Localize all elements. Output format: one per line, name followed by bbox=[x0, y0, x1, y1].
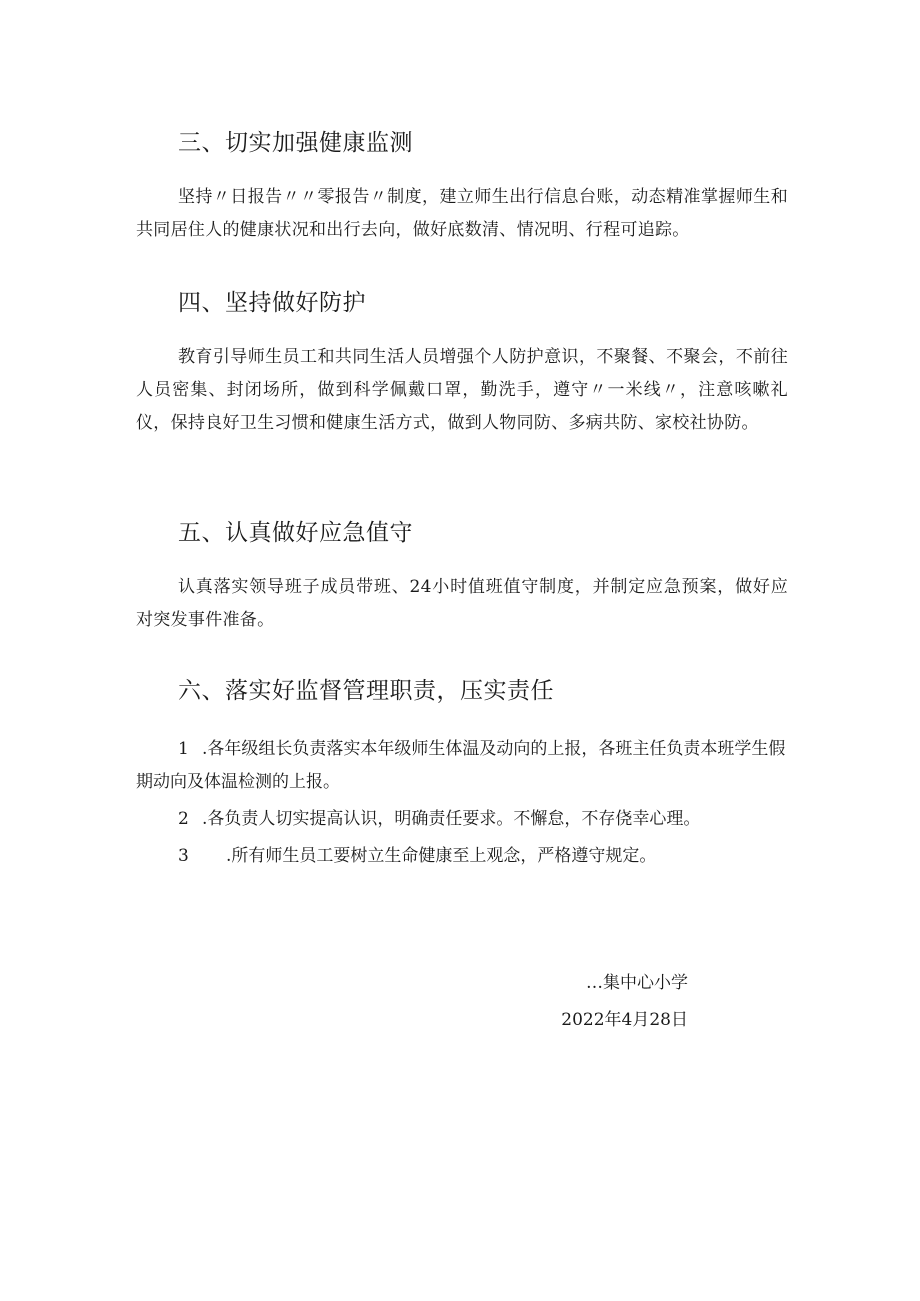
section-paragraph-5: 认真落实领导班子成员带班、24小时值班值守制度，并制定应急预案，做好应对突发事件准备。 bbox=[136, 577, 788, 630]
list-item-number: 3 bbox=[178, 846, 189, 866]
list-item-number: 2 bbox=[178, 809, 189, 829]
section-paragraph-4: 教育引导师生员工和共同生活人员增强个人防护意识，不聚餐、不聚会，不前往人员密集、封闭场所，做到科学佩戴口罩，勤洗手，遵守〃一米线〃，注意咳嗽礼仪，保持良好卫生习惯和健康生活方式，做到人物同防、多病共防、家校社协防。 bbox=[136, 347, 788, 433]
list-item-text: .所有师生员工要树立生命健康至上观念，严格遵守规定。 bbox=[226, 846, 657, 866]
list-item-number: 1 bbox=[178, 739, 189, 759]
list-item-1 bbox=[136, 733, 788, 799]
section-heading-6: 六、落实好监督管理职责，压实责任 bbox=[178, 678, 554, 704]
section-paragraph-3: 坚持〃日报告〃〃零报告〃制度，建立师生出行信息台账，动态精准掌握师生和共同居住人的健康状况和出行去向，做好底数清、情况明、行程可追踪。 bbox=[136, 187, 788, 240]
section-heading-4: 四、坚持做好防护 bbox=[178, 290, 366, 316]
signature-org: …集中心小学 bbox=[586, 973, 688, 993]
signature-date: 2022年4月28日 bbox=[561, 1010, 688, 1030]
list-item-3 bbox=[178, 840, 656, 873]
list-item-text: .各年级组长负责落实本年级师生体温及动向的上报，各班主任负责本班学生假期动向及体温检测的上报。 bbox=[136, 739, 786, 792]
section-heading-5: 五、认真做好应急值守 bbox=[178, 520, 413, 546]
section-heading-3: 三、切实加强健康监测 bbox=[178, 130, 413, 156]
list-item-2 bbox=[178, 803, 700, 836]
list-item-text: .各负责人切实提高认识，明确责任要求。不懈怠，不存侥幸心理。 bbox=[202, 809, 701, 829]
